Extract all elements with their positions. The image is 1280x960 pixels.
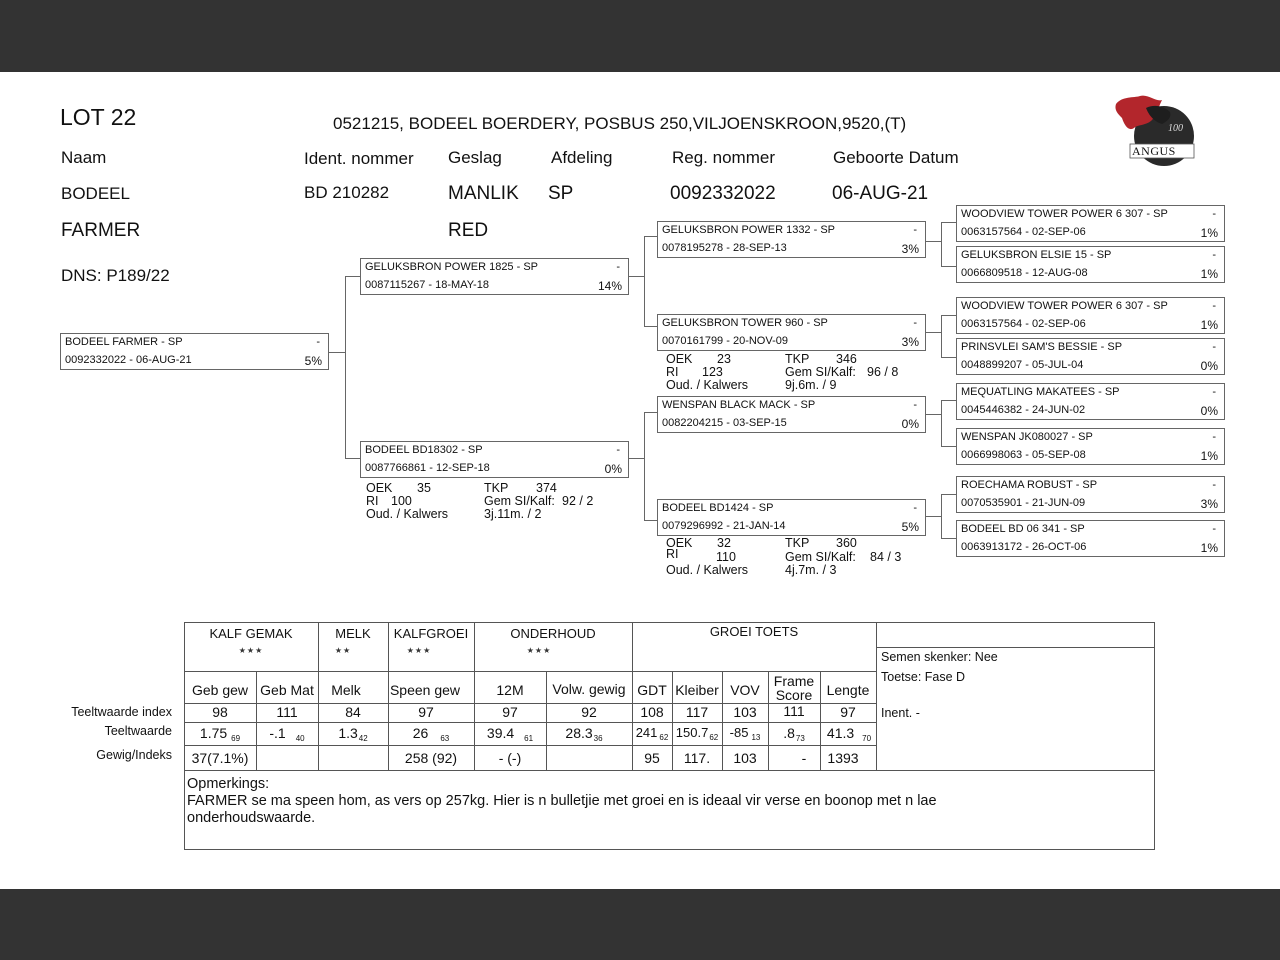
table-border-top — [184, 622, 1155, 623]
row-line — [184, 770, 1155, 771]
index-geb-gew: 98 — [212, 704, 228, 720]
value-afdeling: SP — [548, 183, 574, 204]
tw-value: 241 — [635, 725, 658, 740]
gewig-lengte: 1393 — [827, 750, 859, 766]
animal-reg: 0063913172 - 26-OCT-06 — [961, 541, 1087, 553]
col-score: Score — [775, 687, 813, 703]
tw-geb-mat — [256, 725, 318, 741]
stat-tkp-label: TKP — [484, 481, 509, 495]
index-frame-score: 111 — [783, 703, 805, 719]
tw-gdt — [632, 725, 672, 740]
index-geb-mat: 111 — [276, 704, 298, 720]
stat-ri-label: RI — [366, 494, 379, 508]
gewig-vov: 103 — [733, 750, 757, 766]
row-label-index: Teeltwaarde index — [71, 705, 172, 719]
tw-value: -85 — [729, 725, 749, 740]
animal-reg: 0087766861 - 12-SEP-18 — [365, 462, 490, 474]
stars-melk: ★★ — [334, 646, 352, 655]
stat-ri-label: RI — [666, 365, 679, 379]
col-speen-gew: Speen gew — [389, 682, 461, 698]
stat-oek-label: OEK — [666, 536, 693, 550]
label-ident: Ident. nommer — [304, 149, 414, 168]
animal-name: GELUKSBRON ELSIE 15 - SP — [961, 249, 1112, 261]
animal-dash: - — [616, 444, 620, 456]
label-naam: Naam — [61, 148, 107, 167]
animal-name: WOODVIEW TOWER POWER 6 307 - SP — [961, 300, 1168, 312]
row-label-gewig: Gewig/Indeks — [96, 748, 172, 762]
stat-oek: 32 — [717, 536, 731, 550]
row-line — [184, 671, 632, 672]
tw-accuracy: 13 — [751, 733, 761, 742]
tw-vov — [722, 725, 768, 740]
animal-pct: 0% — [1200, 359, 1218, 373]
tw-12m — [474, 725, 546, 741]
animal-reg: 0066998063 - 05-SEP-08 — [961, 449, 1086, 461]
gewig-geb-gew: 37(7.1%) — [191, 750, 249, 766]
value-ident: BD 210282 — [304, 183, 390, 202]
col-lengte: Lengte — [826, 682, 870, 698]
row-label-teeltwaarde: Teeltwaarde — [104, 724, 172, 738]
animal-pct: 5% — [901, 520, 919, 534]
stat-oud: 4j.7m. / 3 — [785, 563, 837, 577]
stat-tkp: 374 — [536, 481, 557, 495]
animal-pct: 1% — [1200, 226, 1218, 240]
animal-pct: 0% — [1200, 404, 1218, 418]
tw-value: 28.3 — [565, 725, 593, 741]
value-naam-2: FARMER — [61, 220, 141, 241]
table-border-bottom — [184, 849, 1155, 850]
dns-code: DNS: P189/22 — [61, 266, 170, 285]
remarks-label: Opmerkings: — [187, 776, 270, 792]
animal-pct: 1% — [1200, 541, 1218, 555]
col-gdt: GDT — [637, 682, 667, 698]
semen-skenker: Semen skenker: Nee — [881, 650, 998, 664]
animal-dash: - — [913, 502, 917, 514]
value-geslag: MANLIK — [448, 183, 519, 204]
col-12m: 12M — [496, 682, 524, 698]
tw-melk — [318, 725, 388, 741]
index-kleiber: 117 — [685, 704, 709, 720]
animal-dash: - — [616, 261, 620, 273]
tw-value: 1.75 — [199, 725, 228, 741]
animal-dash: - — [316, 336, 320, 348]
tw-kleiber — [672, 725, 722, 740]
stat-gem: 92 / 2 — [562, 494, 594, 508]
stat-gem: 96 / 8 — [867, 365, 899, 379]
stat-oud: 3j.11m. / 2 — [484, 507, 542, 521]
animal-name: GELUKSBRON TOWER 960 - SP — [662, 317, 828, 329]
value-kleur: RED — [448, 220, 489, 241]
tw-accuracy: 36 — [593, 734, 603, 743]
animal-pct: 5% — [304, 354, 322, 368]
animal-pct: 1% — [1200, 449, 1218, 463]
gewig-kleiber: 117. — [683, 750, 711, 766]
stat-oud-label: Oud. / Kalwers — [366, 507, 448, 521]
value-geboorte: 06-AUG-21 — [832, 183, 929, 204]
tw-value: 39.4 — [486, 725, 515, 741]
animal-reg: 0079296992 - 21-JAN-14 — [662, 520, 786, 532]
animal-name: PRINSVLEI SAM'S BESSIE - SP — [961, 341, 1123, 353]
col-frame: Frame — [773, 673, 815, 689]
gewig-speen-gew: 258 (92) — [404, 750, 458, 766]
tw-speen-gew — [388, 725, 474, 741]
animal-dash: - — [1212, 386, 1216, 398]
label-geboorte: Geboorte Datum — [833, 148, 959, 167]
tw-value: 1.3 — [338, 725, 358, 741]
label-reg: Reg. nommer — [672, 148, 775, 167]
label-afdeling: Afdeling — [551, 148, 613, 167]
tw-value: 41.3 — [826, 725, 855, 741]
stat-ri-label: RI — [666, 547, 679, 561]
animal-dash: - — [913, 224, 917, 236]
animal-name: BODEEL FARMER - SP — [65, 336, 183, 348]
animal-pct: 3% — [901, 335, 919, 349]
col-vov: VOV — [730, 682, 760, 698]
animal-dash: - — [1212, 208, 1216, 220]
tw-accuracy: 40 — [295, 734, 305, 743]
stars-kalf-gemak: ★★★ — [238, 646, 264, 655]
stat-tkp: 360 — [836, 536, 857, 550]
animal-name: GELUKSBRON POWER 1332 - SP — [662, 224, 835, 236]
animal-reg: 0087115267 - 18-MAY-18 — [365, 279, 489, 291]
stat-tkp-label: TKP — [785, 352, 810, 366]
col-line — [876, 622, 877, 770]
index-lengte: 97 — [840, 704, 856, 720]
stat-oud-label: Oud. / Kalwers — [666, 378, 748, 392]
stat-ri: 123 — [702, 365, 723, 379]
tw-accuracy: 62 — [659, 733, 669, 742]
group-melk: MELK — [335, 626, 371, 641]
tw-lengte — [820, 725, 878, 741]
tw-geb-gew — [184, 725, 256, 741]
index-speen-gew: 97 — [418, 704, 434, 720]
animal-dash: - — [1212, 431, 1216, 443]
table-border-right — [1154, 622, 1155, 850]
animal-reg: 0070161799 - 20-NOV-09 — [662, 335, 788, 347]
animal-reg: 0063157564 - 02-SEP-06 — [961, 226, 1086, 238]
owner-address: 0521215, BODEEL BOERDERY, POSBUS 250,VILJOENSKROON,9520,(T) — [333, 114, 907, 133]
animal-reg: 0063157564 - 02-SEP-06 — [961, 318, 1086, 330]
row-line — [184, 745, 876, 746]
stat-oek-label: OEK — [666, 352, 693, 366]
stat-ri: 100 — [391, 494, 412, 508]
col-melk: Melk — [331, 682, 361, 698]
group-kalfgroei: KALFGROEI — [393, 626, 469, 641]
stars-kalfgroei: ★★★ — [406, 646, 432, 655]
animal-name: BODEEL BD18302 - SP — [365, 444, 483, 456]
inent: Inent. - — [881, 706, 920, 720]
tw-accuracy: 70 — [862, 734, 872, 743]
animal-pct: 3% — [901, 242, 919, 256]
animal-name: GELUKSBRON POWER 1825 - SP — [365, 261, 538, 273]
animal-pct: 1% — [1200, 318, 1218, 332]
gewig-gdt: 95 — [644, 750, 660, 766]
stat-oek-label: OEK — [366, 481, 393, 495]
stat-oek: 35 — [417, 481, 431, 495]
animal-reg: 0092332022 - 06-AUG-21 — [65, 354, 192, 366]
animal-pct: 1% — [1200, 267, 1218, 281]
tw-value: -.1 — [269, 725, 286, 741]
lot-number: LOT 22 — [60, 104, 137, 130]
label-geslag: Geslag — [448, 148, 502, 167]
tw-accuracy: 73 — [795, 734, 805, 743]
animal-dash: - — [913, 399, 917, 411]
stat-gem-label: Gem SI/Kalf: — [484, 494, 555, 508]
tw-value: 26 — [412, 725, 429, 741]
animal-reg: 0078195278 - 28-SEP-13 — [662, 242, 787, 254]
index-volw-gewig: 92 — [581, 704, 597, 720]
tw-value: .8 — [783, 725, 795, 741]
stars-onderhoud: ★★★ — [526, 646, 552, 655]
index-12m: 97 — [502, 704, 518, 720]
tw-value: 150.7 — [675, 725, 709, 740]
remarks-text: FARMER se ma speen hom, as vers op 257kg. Hier is n bulletjie met groei en is ideaal vir verse en boonop met n lae onderhoudswaarde. — [187, 793, 937, 826]
animal-pct: 0% — [901, 417, 919, 431]
group-onderhoud: ONDERHOUD — [510, 626, 596, 641]
animal-reg: 0082204215 - 03-SEP-15 — [662, 417, 787, 429]
tw-accuracy: 63 — [440, 734, 450, 743]
tw-accuracy: 69 — [231, 734, 241, 743]
animal-name: WENSPAN BLACK MACK - SP — [662, 399, 816, 411]
stat-oek: 23 — [717, 352, 731, 366]
animal-name: MEQUATLING MAKATEES - SP — [961, 386, 1120, 398]
stat-gem: 84 / 3 — [870, 550, 902, 564]
stat-oud-label: Oud. / Kalwers — [666, 563, 748, 577]
value-naam-1: BODEEL — [61, 184, 130, 203]
animal-dash: - — [1212, 300, 1216, 312]
animal-dash: - — [1212, 341, 1216, 353]
logo-text: ANGUS — [1132, 144, 1176, 158]
stat-ri: 110 — [716, 550, 736, 564]
tw-volw-gewig — [546, 725, 622, 741]
animal-name: BODEEL BD1424 - SP — [662, 502, 774, 514]
index-melk: 84 — [345, 704, 361, 720]
index-vov: 103 — [733, 704, 757, 720]
stat-gem-label: Gem SI/Kalf: — [785, 365, 856, 379]
row-line — [632, 671, 876, 672]
toetse: Toetse: Fase D — [881, 670, 966, 684]
gewig-12m: - (-) — [498, 750, 522, 766]
logo-number: 100 — [1168, 123, 1183, 134]
stat-tkp: 346 — [836, 352, 857, 366]
stat-oud: 9j.6m. / 9 — [785, 378, 837, 392]
stat-gem-label: Gem SI/Kalf: — [785, 550, 856, 564]
animal-reg: 0066809518 - 12-AUG-08 — [961, 267, 1088, 279]
animal-pct: 14% — [597, 279, 622, 293]
gewig-frame-score: - — [801, 750, 807, 766]
animal-reg: 0048899207 - 05-JUL-04 — [961, 359, 1084, 371]
animal-pct: 0% — [604, 462, 622, 476]
animal-dash: - — [1212, 479, 1216, 491]
animal-name: ROECHAMA ROBUST - SP — [961, 479, 1098, 491]
animal-reg: 0070535901 - 21-JUN-09 — [961, 497, 1086, 509]
animal-dash: - — [913, 317, 917, 329]
animal-pct: 3% — [1200, 497, 1218, 511]
animal-dash: - — [1212, 523, 1216, 535]
index-gdt: 108 — [640, 704, 664, 720]
animal-name: WENSPAN JK080027 - SP — [961, 431, 1093, 443]
row-line — [184, 722, 876, 723]
animal-reg: 0045446382 - 24-JUN-02 — [961, 404, 1086, 416]
animal-name: BODEEL BD 06 341 - SP — [961, 523, 1085, 535]
tw-frame-score — [768, 725, 820, 741]
group-groei-toets: GROEI TOETS — [709, 624, 799, 639]
col-geb-mat: Geb Mat — [260, 682, 314, 698]
animal-name: WOODVIEW TOWER POWER 6 307 - SP — [961, 208, 1168, 220]
col-volw-gewig: Volw. gewig — [552, 681, 626, 697]
animal-dash: - — [1212, 249, 1216, 261]
group-kalf-gemak: KALF GEMAK — [209, 626, 293, 641]
tw-accuracy: 42 — [358, 734, 368, 743]
col-geb-gew: Geb gew — [191, 682, 249, 698]
value-reg: 0092332022 — [670, 183, 776, 204]
tw-accuracy: 62 — [709, 733, 719, 742]
stat-tkp-label: TKP — [785, 536, 810, 550]
row-line — [876, 647, 1155, 648]
tw-accuracy: 61 — [524, 734, 534, 743]
col-kleiber: Kleiber — [675, 682, 719, 698]
